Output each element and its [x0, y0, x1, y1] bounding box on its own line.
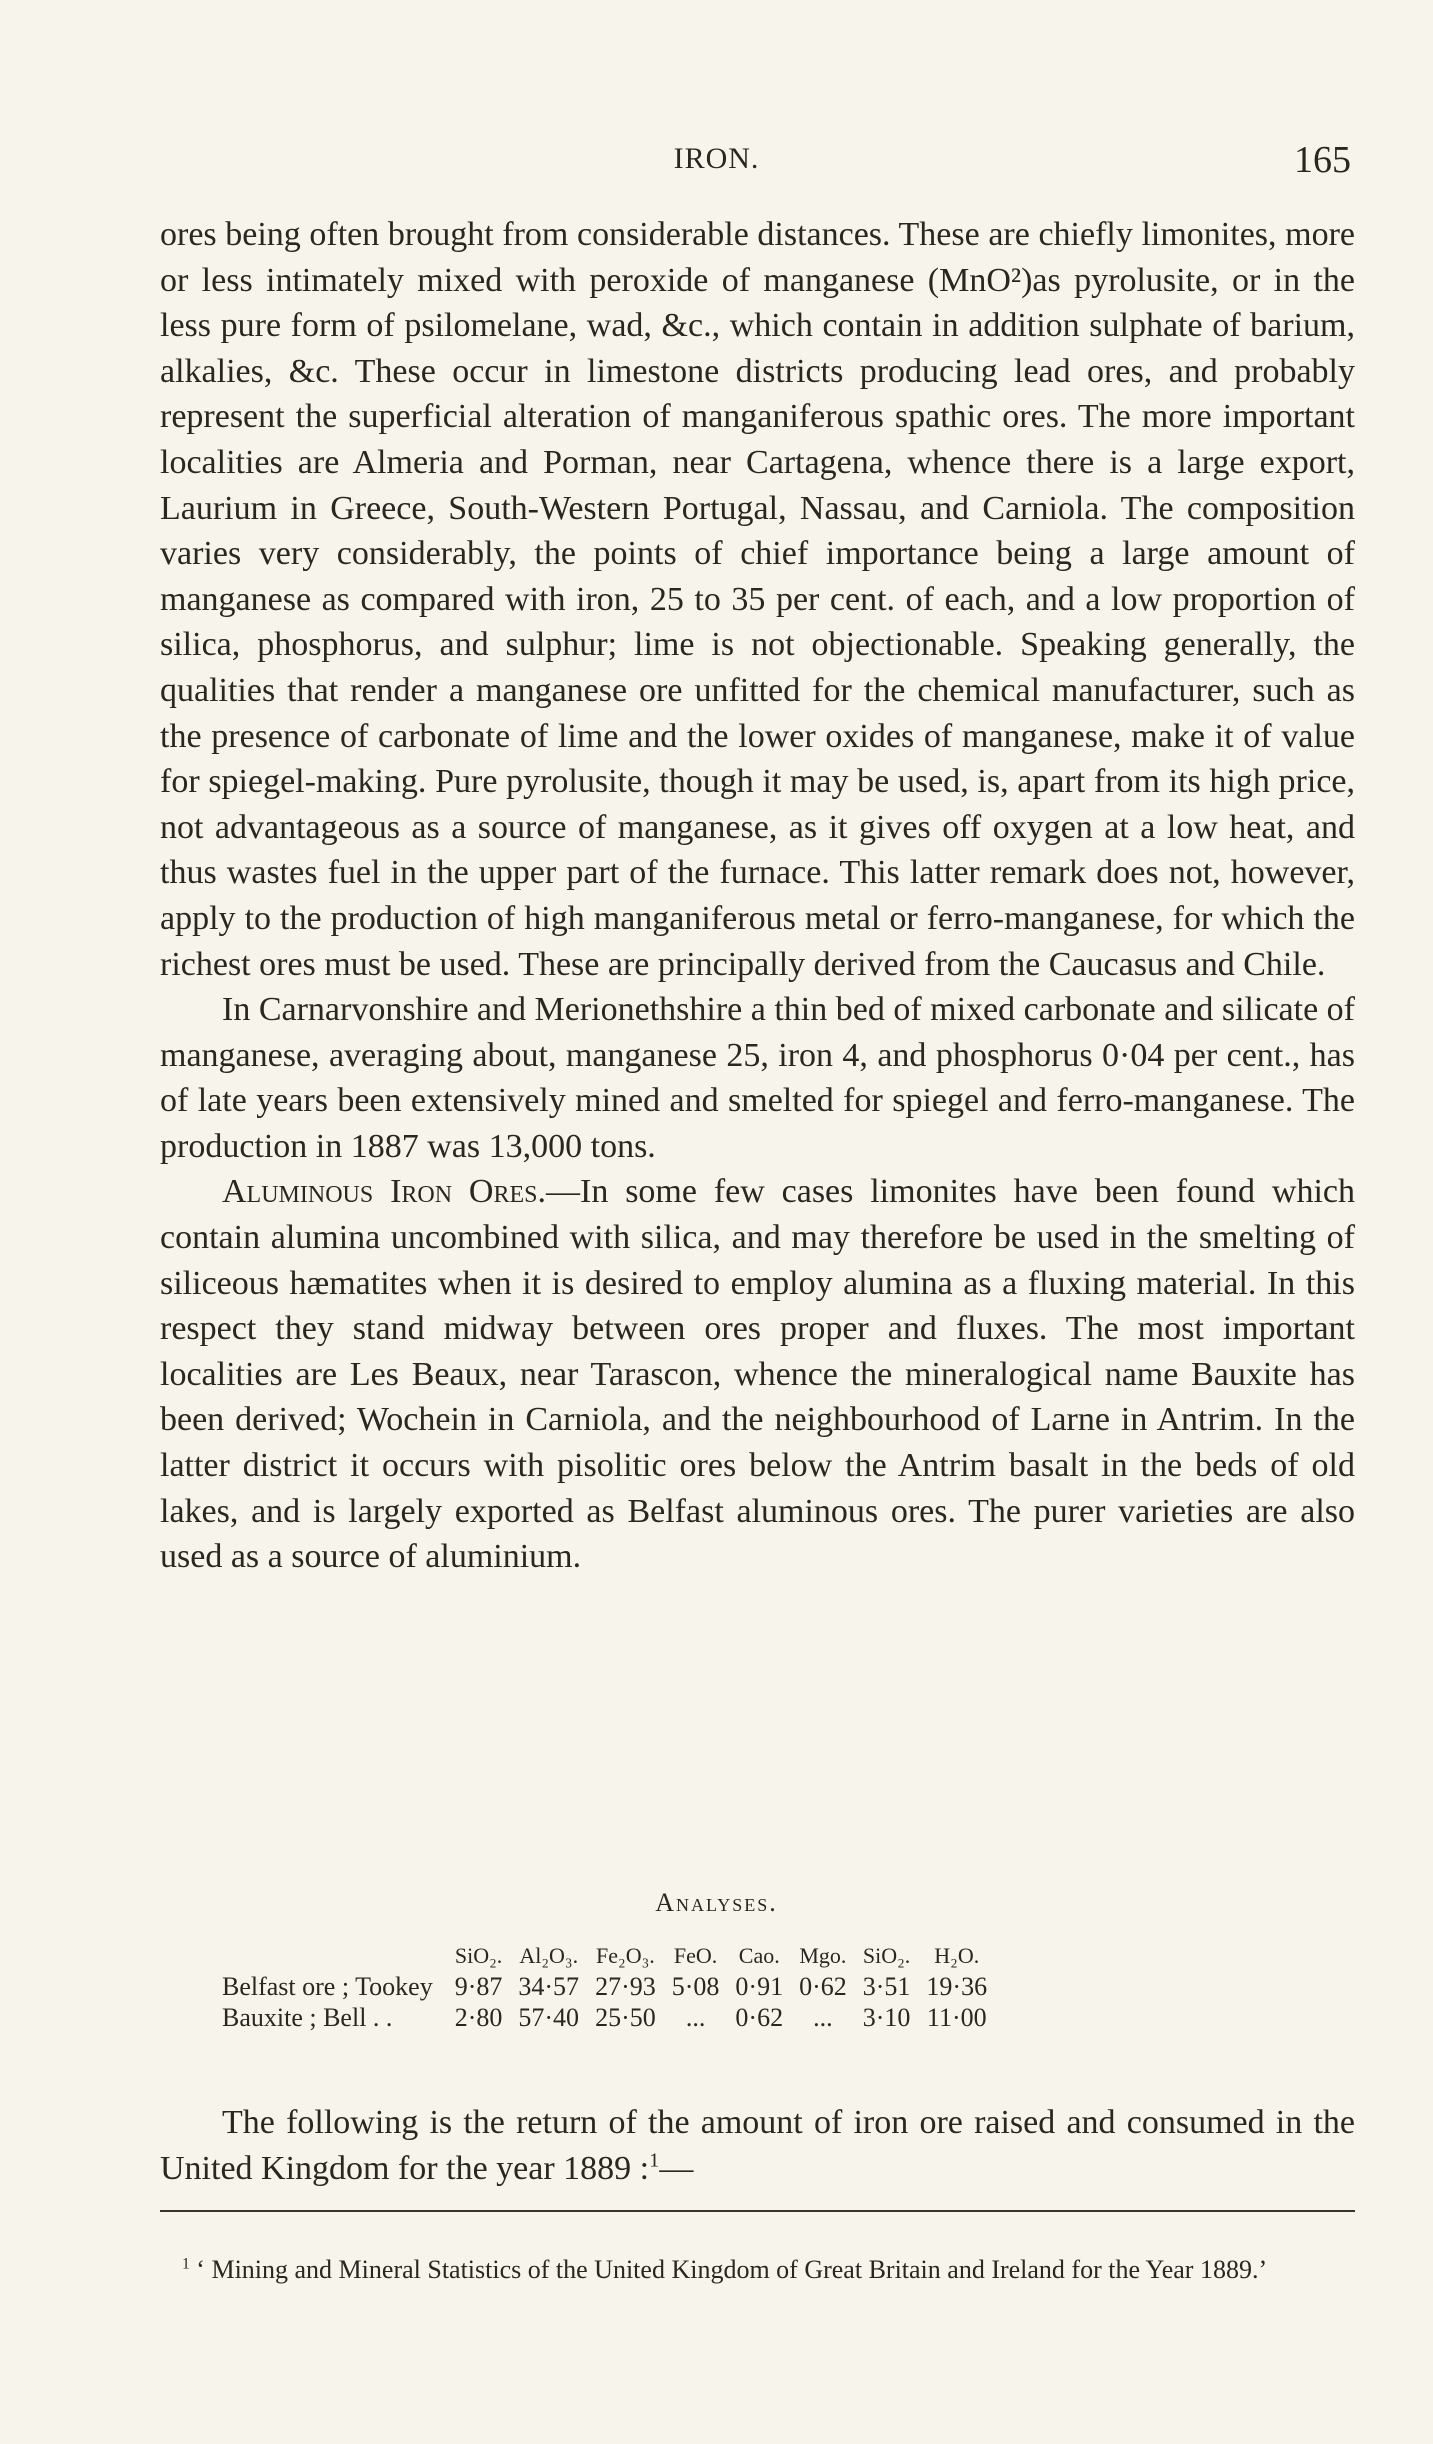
aluminous-text: —In some few cases limonites have been found which contain alumina uncombined with silica, and may therefore be used in the smelting of siliceous hæmatites when it is desired to employ alumina as a fluxing material. In this respect they stand midway between ores proper and fluxes. The most important localities are Les Beaux, near Tarascon, whence the mineralogical name Bauxite has been derived; Wochein in Carniola, and the neighbourhood of Larne in Antrim. In the latter district it occurs with pisolitic ores below the Antrim basalt in the beds of old lakes, and is largely exported as Belfast aluminous ores. The purer varieties are also used as a source of aluminium.	[160, 1173, 1356, 1576]
table-cell: 3·51	[862, 1972, 911, 2001]
column-header: H₂O.	[934, 1943, 980, 1968]
table-cell: ...	[685, 2003, 706, 2032]
column-header: Fe₂O₃.	[596, 1943, 655, 1968]
column-header: FeO.	[673, 1943, 718, 1968]
column-header: Mgo.	[799, 1943, 847, 1968]
body-text	[160, 212, 1355, 1580]
table-cell: ...	[813, 2003, 833, 2032]
page-number: 165	[1294, 139, 1351, 181]
column-header: Cao.	[738, 1943, 780, 1968]
footnote-reference: 1	[649, 2149, 660, 2172]
table-cell: 34·57	[518, 1972, 580, 2001]
column-header: Al₂O₃.	[519, 1943, 579, 1968]
page-header	[0, 138, 1433, 186]
table-cell: 19·36	[926, 1972, 988, 2001]
table-cell: 5·08	[671, 1972, 720, 2001]
row-label: Belfast ore ; Tookey	[222, 1972, 433, 2001]
paragraph-aluminous-ores	[160, 1169, 1355, 1579]
footnote-marker: 1	[182, 2255, 190, 2273]
table-cell: 25·50	[595, 2003, 656, 2032]
table-cell: 0·62	[735, 2003, 784, 2032]
table-cell: 0·91	[735, 1972, 784, 2001]
paragraph-carnarvonshire: In Carnarvonshire and Merionethshire a thin bed of mixed carbonate and silicate of manganese, averaging about, manganese 25, iron 4, and phosphorus 0·04 per cent., has of late years been extensively mined and smelted for spiegel and ferro-manganese. The production in 1887 was 13,000 tons.	[160, 991, 1355, 1165]
analyses-title: Analyses.	[655, 1888, 778, 1917]
closing-dash: —	[659, 2150, 694, 2187]
table-row	[222, 2002, 987, 2033]
section-heading-aluminous: Aluminous Iron Ores.	[222, 1173, 547, 1211]
closing-text: The following is the return of the amount of iron ore raised and consumed in the United Kingdom for the year 1889 :	[160, 2104, 1355, 2187]
footnote	[160, 2252, 1355, 2288]
table-cell: 57·40	[518, 2003, 580, 2032]
table-cell: 27·93	[595, 1972, 656, 2001]
row-label: Bauxite ; Bell . .	[222, 2003, 393, 2032]
column-header: SiO₂.	[454, 1943, 503, 1968]
table-row	[222, 1971, 987, 2002]
paragraph-manganese-ores: ores being often brought from considerable distances. These are chiefly limonites, more or less intimately mixed with peroxide of manganese (MnO²)as pyrolusite, or in the less pure form of psilomelane, wad, &c., which contain in addition sulphate of barium, alkalies, &c. These occur in limestone districts producing lead ores, and probably represent the superficial alteration of manganiferous spathic ores. The more important localities are Almeria and Porman, near Cartagena, whence there is a large export, Laurium in Greece, South-Western Portugal, Nassau, and Carniola. The composition varies very considerably, the points of chief importance being a large amount of manganese as compared with iron, 25 to 35 per cent. of each, and a low proportion of silica, phosphorus, and sulphur; lime is not objectionable. Speaking generally, the qualities that render a manganese ore unfitted for the chemical manufacturer, such as the presence of carbonate of lime and the lower oxides of manganese, make it of value for spiegel-making. Pure pyrolusite, though it may be used, is, apart from its high price, not advantageous as a source of manganese, as it gives off oxygen at a low heat, and thus wastes fuel in the upper part of the furnace. This latter remark does not, however, apply to the production of high manganiferous metal or ferro-manganese, for which the richest ores must be used. These are principally derived from the Caucasus and Chile.	[160, 216, 1355, 983]
table-cell: 3·10	[862, 2003, 911, 2032]
running-head: IRON.	[673, 142, 760, 175]
table-cell: 2·80	[454, 2003, 503, 2032]
table-cell: 0·62	[799, 1972, 847, 2001]
analyses-header-row	[222, 1940, 987, 1971]
analyses-table	[222, 1940, 987, 2033]
closing-paragraph	[160, 2100, 1355, 2192]
column-header-label	[222, 1940, 439, 1971]
column-header: SiO₂.	[862, 1943, 911, 1968]
footnote-rule	[160, 2210, 1355, 2212]
table-cell: 11·00	[926, 2003, 987, 2032]
footnote-text: ‘ Mining and Mineral Statistics of the United Kingdom of Great Britain and Ireland for the Year 1889.’	[196, 2255, 1268, 2284]
table-cell: 9·87	[454, 1972, 503, 2001]
